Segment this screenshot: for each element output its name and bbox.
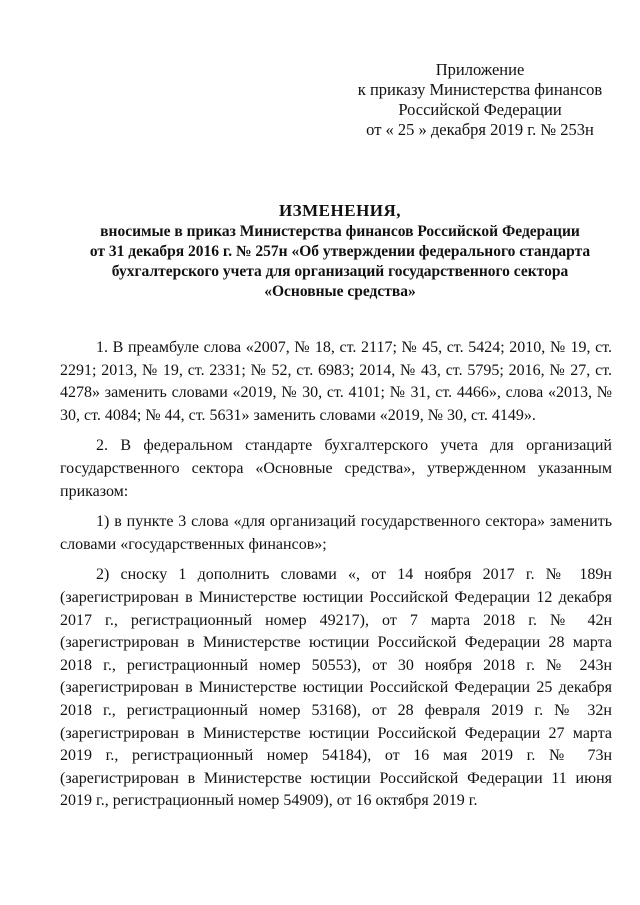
paragraph-1: 1. В преамбуле слова «2007, № 18, ст. 2117; № 45, ст. 5424; 2010, № 19, ст. 2291; 2013, № 19, ст. 2331; № 52, ст. 6983; 2014, № 43, ст. 5795; 2016, № 27, ст. 4278» заменить словами «2019, № 30, ст. 4101; № 31, ст. 4466», слова «2013, № 30, ст. 4084; № 44, ст. 5631» заменить словами «2019, № 30, ст. 4149». — [60, 339, 612, 424]
paragraph-2-item-1: 1) в пункте 3 слова «для организаций государственного сектора» заменить словами «государственных финансов»; — [60, 513, 612, 553]
paragraph-2: 2. В федеральном стандарте бухгалтерского учета для организаций государственного сектора «Основные средства», утвержденном указанным приказом: — [60, 437, 612, 500]
title-heading: ИЗМЕНЕНИЯ, — [278, 201, 402, 220]
appendix-date-number: от « 25 » декабря 2019 г. № 253н — [366, 120, 594, 139]
appendix-order-ref: к приказу Министерства финансов — [357, 80, 603, 99]
title-line-3: бухгалтерского учета для организаций государственного сектора — [111, 263, 569, 280]
paragraph-2-item-2: 2) сноску 1 дополнить словами «, от 14 ноября 2017 г. № 189н (зарегистрирован в Министерстве юстиции Российской Федерации 12 декабря 2017 г., регистрационный номер 49217), от 7 марта 2018 г. № 42н (зарегистрирован в Министерстве юстиции Российской Федерации 28 марта 2018 г., регистрационный номер 50553), от 30 ноября 2018 г. № 243н (зарегистрирован в Министерстве юстиции Российской Федерации 25 декабря 2018 г., регистрационный номер 53168), от 28 февраля 2019 г. № 32н (зарегистрирован в Министерстве юстиции Российской Федерации 27 марта 2019 г., регистрационный номер 54184), от 16 мая 2019 г. № 73н (зарегистрирован в Министерстве юстиции Российской Федерации 11 июня 2019 г., регистрационный номер 54909), от 16 октября 2019 г. — [60, 566, 612, 810]
appendix-country: Российской Федерации — [398, 100, 562, 119]
appendix-label: Приложение — [435, 60, 525, 79]
document-body — [60, 337, 612, 821]
appendix-header — [330, 60, 630, 140]
title-line-1: вносимые в приказ Министерства финансов Российской Федерации — [100, 223, 580, 240]
document-title — [60, 200, 620, 302]
title-subtitle — [60, 222, 620, 302]
title-line-2: от 31 декабря 2016 г. № 257н «Об утверждении федерального стандарта — [89, 243, 591, 260]
title-line-4: «Основные средства» — [264, 283, 416, 300]
